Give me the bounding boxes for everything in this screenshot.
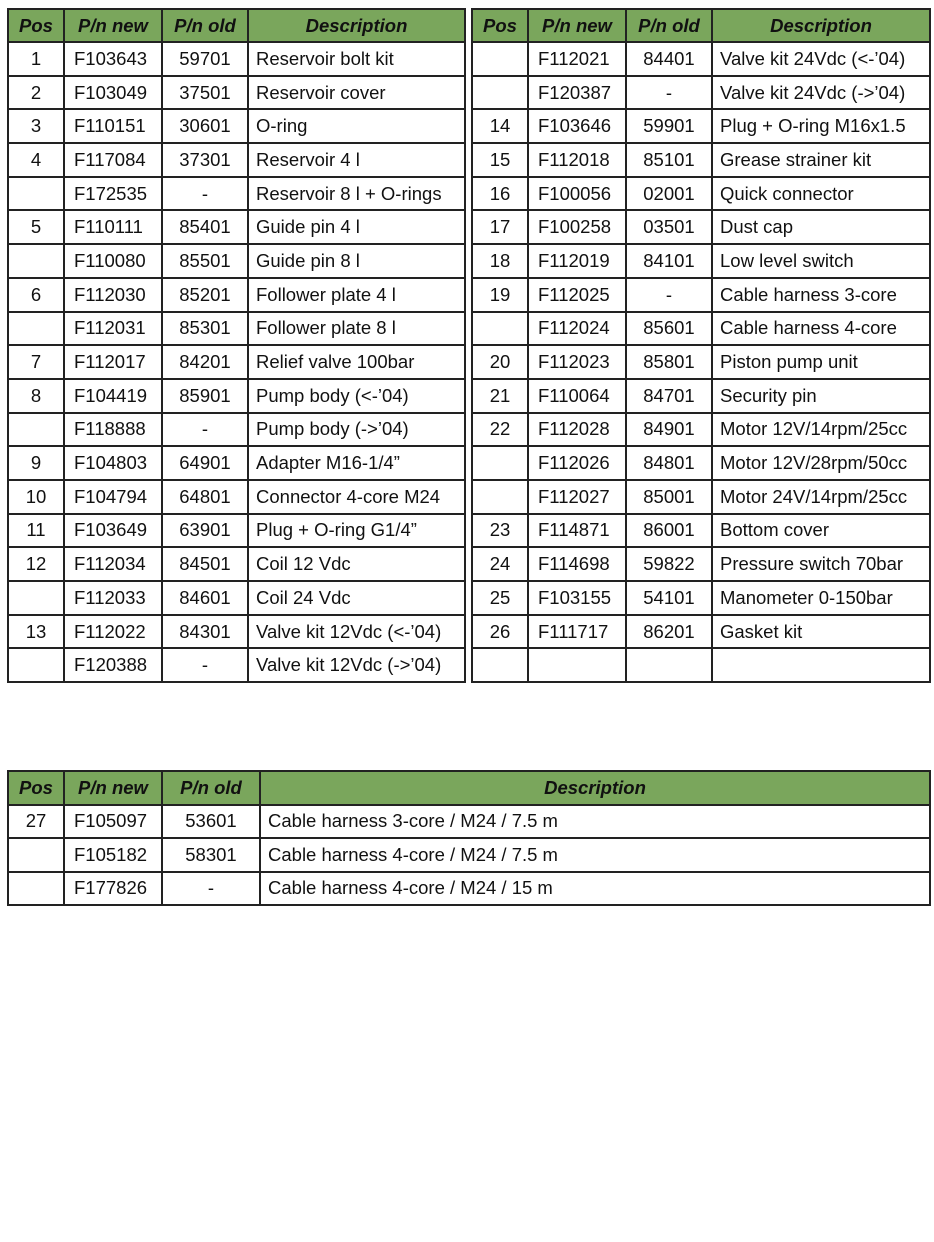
header-description: Description xyxy=(260,771,930,805)
cell-pn-new: F112018 xyxy=(528,143,626,177)
cell-pos: 25 xyxy=(472,581,528,615)
cell-pos: 9 xyxy=(8,446,64,480)
cell-pn-new: F110064 xyxy=(528,379,626,413)
cell-pos xyxy=(8,413,64,447)
cell-pn-old: 64901 xyxy=(162,446,248,480)
table-row xyxy=(8,480,465,514)
cell-pn-new: F103649 xyxy=(64,514,162,548)
cell-description: Low level switch xyxy=(712,244,930,278)
cell-description: O-ring xyxy=(248,109,465,143)
cell-pn-old: 85201 xyxy=(162,278,248,312)
cell-pos: 15 xyxy=(472,143,528,177)
cell-pn-old: - xyxy=(626,76,712,110)
cell-pn-new: F104419 xyxy=(64,379,162,413)
header-pos: Pos xyxy=(8,771,64,805)
header-pn-new: P/n new xyxy=(64,771,162,805)
cell-pn-old: 85501 xyxy=(162,244,248,278)
table-row xyxy=(8,872,930,906)
table-row xyxy=(472,109,930,143)
table-row xyxy=(472,312,930,346)
cell-pos: 19 xyxy=(472,278,528,312)
cell-pn-new: F105182 xyxy=(64,838,162,872)
cell-description: Reservoir 4 l xyxy=(248,143,465,177)
cell-pos xyxy=(8,872,64,906)
cell-description: Cable harness 4-core xyxy=(712,312,930,346)
cell-pn-new: F110151 xyxy=(64,109,162,143)
table-row xyxy=(8,446,465,480)
cell-pn-new: F112028 xyxy=(528,413,626,447)
cell-pn-old: - xyxy=(162,413,248,447)
table-row xyxy=(8,838,930,872)
cell-pn-old: 85101 xyxy=(626,143,712,177)
cell-pn-old: 84401 xyxy=(626,42,712,76)
table-row xyxy=(472,42,930,76)
cell-description: Reservoir 8 l + O-rings xyxy=(248,177,465,211)
cell-pn-new: F120388 xyxy=(64,648,162,682)
header-pn-old: P/n old xyxy=(162,771,260,805)
cell-pn-new: F105097 xyxy=(64,805,162,839)
table-row xyxy=(8,379,465,413)
table-row xyxy=(8,345,465,379)
cell-pn-old: 03501 xyxy=(626,210,712,244)
cell-pn-new: F117084 xyxy=(64,143,162,177)
cell-pn-new: F112022 xyxy=(64,615,162,649)
cell-pn-new: F120387 xyxy=(528,76,626,110)
cell-pn-old: 85001 xyxy=(626,480,712,514)
cell-pos xyxy=(8,648,64,682)
cell-pn-old: 53601 xyxy=(162,805,260,839)
cell-pn-old: 84101 xyxy=(626,244,712,278)
cell-pn-old: 84801 xyxy=(626,446,712,480)
cell-pos xyxy=(472,648,528,682)
cell-pn-old: - xyxy=(626,278,712,312)
header-pn-old: P/n old xyxy=(626,9,712,42)
cell-pn-old: 84701 xyxy=(626,379,712,413)
cell-pos: 12 xyxy=(8,547,64,581)
parts-table-bottom xyxy=(7,770,931,906)
cell-description: Motor 24V/14rpm/25cc xyxy=(712,480,930,514)
cell-pn-old: 85401 xyxy=(162,210,248,244)
cell-pn-old: 64801 xyxy=(162,480,248,514)
cell-pn-old: 63901 xyxy=(162,514,248,548)
table-row xyxy=(8,805,930,839)
cell-description: Guide pin 8 l xyxy=(248,244,465,278)
cell-pos: 23 xyxy=(472,514,528,548)
cell-pn-old: 85601 xyxy=(626,312,712,346)
cell-description: Manometer 0-150bar xyxy=(712,581,930,615)
cell-pn-new xyxy=(528,648,626,682)
cell-description: Valve kit 12Vdc (<-’04) xyxy=(248,615,465,649)
cell-pn-old: 02001 xyxy=(626,177,712,211)
table-row xyxy=(8,278,465,312)
header-description: Description xyxy=(712,9,930,42)
cell-description: Guide pin 4 l xyxy=(248,210,465,244)
cell-description: Follower plate 4 l xyxy=(248,278,465,312)
cell-pos: 1 xyxy=(8,42,64,76)
cell-pn-new: F112027 xyxy=(528,480,626,514)
table-row xyxy=(472,615,930,649)
parts-table-left xyxy=(7,8,466,683)
cell-pos: 16 xyxy=(472,177,528,211)
cell-pn-old: 59701 xyxy=(162,42,248,76)
header-pn-new: P/n new xyxy=(64,9,162,42)
cell-pos: 26 xyxy=(472,615,528,649)
cell-description: Reservoir bolt kit xyxy=(248,42,465,76)
table-row xyxy=(472,143,930,177)
cell-pos: 24 xyxy=(472,547,528,581)
cell-pn-new: F103646 xyxy=(528,109,626,143)
cell-description: Security pin xyxy=(712,379,930,413)
table-row xyxy=(472,345,930,379)
cell-description: Gasket kit xyxy=(712,615,930,649)
cell-pn-new: F104803 xyxy=(64,446,162,480)
cell-description: Bottom cover xyxy=(712,514,930,548)
header-row xyxy=(472,9,930,42)
cell-description xyxy=(712,648,930,682)
table-row xyxy=(472,278,930,312)
table-row xyxy=(8,547,465,581)
table-row xyxy=(472,648,930,682)
cell-pn-new: F100258 xyxy=(528,210,626,244)
cell-pn-new: F112031 xyxy=(64,312,162,346)
cell-pn-new: F112021 xyxy=(528,42,626,76)
cell-pos xyxy=(472,480,528,514)
cell-pn-new: F112030 xyxy=(64,278,162,312)
cell-pn-new: F110080 xyxy=(64,244,162,278)
cell-description: Grease strainer kit xyxy=(712,143,930,177)
cell-pn-new: F103155 xyxy=(528,581,626,615)
cell-description: Plug + O-ring M16x1.5 xyxy=(712,109,930,143)
cell-description: Connector 4-core M24 xyxy=(248,480,465,514)
cell-pn-old: 59901 xyxy=(626,109,712,143)
cell-pos xyxy=(8,838,64,872)
cell-pn-old: 54101 xyxy=(626,581,712,615)
cell-pn-old: - xyxy=(162,648,248,682)
cell-description: Valve kit 24Vdc (<-’04) xyxy=(712,42,930,76)
header-row xyxy=(8,9,465,42)
cell-pn-new: F112026 xyxy=(528,446,626,480)
cell-pos: 7 xyxy=(8,345,64,379)
header-pos: Pos xyxy=(8,9,64,42)
cell-pn-new: F112025 xyxy=(528,278,626,312)
table-row xyxy=(472,210,930,244)
cell-pn-old: 84601 xyxy=(162,581,248,615)
table-body xyxy=(472,42,930,682)
cell-description: Plug + O-ring G1/4” xyxy=(248,514,465,548)
cell-pos: 22 xyxy=(472,413,528,447)
cell-description: Coil 24 Vdc xyxy=(248,581,465,615)
cell-description: Adapter M16-1/4” xyxy=(248,446,465,480)
cell-pn-old: 37501 xyxy=(162,76,248,110)
cell-pn-new: F103643 xyxy=(64,42,162,76)
cell-pn-new: F114871 xyxy=(528,514,626,548)
cell-pn-old: 84301 xyxy=(162,615,248,649)
cell-pos xyxy=(8,581,64,615)
cell-pn-old: 58301 xyxy=(162,838,260,872)
table-row xyxy=(472,244,930,278)
table-row xyxy=(8,109,465,143)
cell-pn-old: 86201 xyxy=(626,615,712,649)
cell-pos xyxy=(8,244,64,278)
table-row xyxy=(8,615,465,649)
cell-description: Cable harness 4-core / M24 / 15 m xyxy=(260,872,930,906)
cell-description: Cable harness 3-core xyxy=(712,278,930,312)
cell-pos: 21 xyxy=(472,379,528,413)
cell-pn-new: F112024 xyxy=(528,312,626,346)
cell-description: Follower plate 8 l xyxy=(248,312,465,346)
cell-description: Cable harness 3-core / M24 / 7.5 m xyxy=(260,805,930,839)
cell-pn-new: F118888 xyxy=(64,413,162,447)
table-row xyxy=(8,514,465,548)
cell-description: Relief valve 100bar xyxy=(248,345,465,379)
cell-pn-new: F111717 xyxy=(528,615,626,649)
table-row xyxy=(8,648,465,682)
cell-pos: 11 xyxy=(8,514,64,548)
cell-pos: 2 xyxy=(8,76,64,110)
table-row xyxy=(472,446,930,480)
cell-description: Cable harness 4-core / M24 / 7.5 m xyxy=(260,838,930,872)
cell-pos: 8 xyxy=(8,379,64,413)
cell-description: Reservoir cover xyxy=(248,76,465,110)
cell-pos xyxy=(8,177,64,211)
cell-pn-new: F112019 xyxy=(528,244,626,278)
cell-pn-new: F103049 xyxy=(64,76,162,110)
cell-description: Dust cap xyxy=(712,210,930,244)
table-row xyxy=(472,413,930,447)
table-body xyxy=(8,805,930,906)
table-body xyxy=(8,42,465,682)
cell-pos xyxy=(472,312,528,346)
cell-description: Pressure switch 70bar xyxy=(712,547,930,581)
cell-pos: 17 xyxy=(472,210,528,244)
cell-pos: 13 xyxy=(8,615,64,649)
cell-description: Piston pump unit xyxy=(712,345,930,379)
table-row xyxy=(8,177,465,211)
cell-description: Motor 12V/14rpm/25cc xyxy=(712,413,930,447)
table-row xyxy=(8,581,465,615)
cell-pos: 6 xyxy=(8,278,64,312)
cell-pos: 27 xyxy=(8,805,64,839)
cell-pn-new: F112033 xyxy=(64,581,162,615)
cell-description: Quick connector xyxy=(712,177,930,211)
cell-pos: 5 xyxy=(8,210,64,244)
cell-pn-old: 84501 xyxy=(162,547,248,581)
cell-pn-old: 85301 xyxy=(162,312,248,346)
table-row xyxy=(472,547,930,581)
cell-pn-new: F100056 xyxy=(528,177,626,211)
table-row xyxy=(8,210,465,244)
cell-pn-new: F104794 xyxy=(64,480,162,514)
table-row xyxy=(8,312,465,346)
cell-pos: 4 xyxy=(8,143,64,177)
cell-pos: 10 xyxy=(8,480,64,514)
cell-description: Motor 12V/28rpm/50cc xyxy=(712,446,930,480)
header-row xyxy=(8,771,930,805)
cell-pn-new: F110111 xyxy=(64,210,162,244)
table-row xyxy=(472,514,930,548)
table-row xyxy=(8,42,465,76)
header-pn-new: P/n new xyxy=(528,9,626,42)
cell-description: Valve kit 24Vdc (->’04) xyxy=(712,76,930,110)
cell-pn-old: 85801 xyxy=(626,345,712,379)
table-row xyxy=(472,581,930,615)
table-row xyxy=(472,379,930,413)
cell-pos: 20 xyxy=(472,345,528,379)
table-row xyxy=(8,76,465,110)
cell-pn-new: F112034 xyxy=(64,547,162,581)
cell-description: Valve kit 12Vdc (->’04) xyxy=(248,648,465,682)
header-pos: Pos xyxy=(472,9,528,42)
cell-pn-new: F114698 xyxy=(528,547,626,581)
cell-pn-new: F177826 xyxy=(64,872,162,906)
cell-pn-old: 30601 xyxy=(162,109,248,143)
cell-pos: 18 xyxy=(472,244,528,278)
cell-pn-new: F172535 xyxy=(64,177,162,211)
cell-pn-old: - xyxy=(162,872,260,906)
parts-table-right xyxy=(471,8,931,683)
cell-pn-old: 85901 xyxy=(162,379,248,413)
cell-pn-new: F112017 xyxy=(64,345,162,379)
cell-pos xyxy=(472,42,528,76)
cell-pos xyxy=(8,312,64,346)
cell-pn-new: F112023 xyxy=(528,345,626,379)
cell-pn-old: 59822 xyxy=(626,547,712,581)
cell-pn-old: 37301 xyxy=(162,143,248,177)
cell-pn-old: - xyxy=(162,177,248,211)
table-row xyxy=(472,177,930,211)
header-description: Description xyxy=(248,9,465,42)
cell-pos xyxy=(472,76,528,110)
table-row xyxy=(8,244,465,278)
cell-pos: 3 xyxy=(8,109,64,143)
table-row xyxy=(8,143,465,177)
cell-pos xyxy=(472,446,528,480)
cell-description: Pump body (<-’04) xyxy=(248,379,465,413)
cell-description: Coil 12 Vdc xyxy=(248,547,465,581)
cell-pn-old: 86001 xyxy=(626,514,712,548)
cell-pn-old xyxy=(626,648,712,682)
cell-pn-old: 84901 xyxy=(626,413,712,447)
cell-description: Pump body (->’04) xyxy=(248,413,465,447)
cell-pn-old: 84201 xyxy=(162,345,248,379)
table-row xyxy=(472,480,930,514)
header-pn-old: P/n old xyxy=(162,9,248,42)
table-row xyxy=(8,413,465,447)
table-row xyxy=(472,76,930,110)
cell-pos: 14 xyxy=(472,109,528,143)
